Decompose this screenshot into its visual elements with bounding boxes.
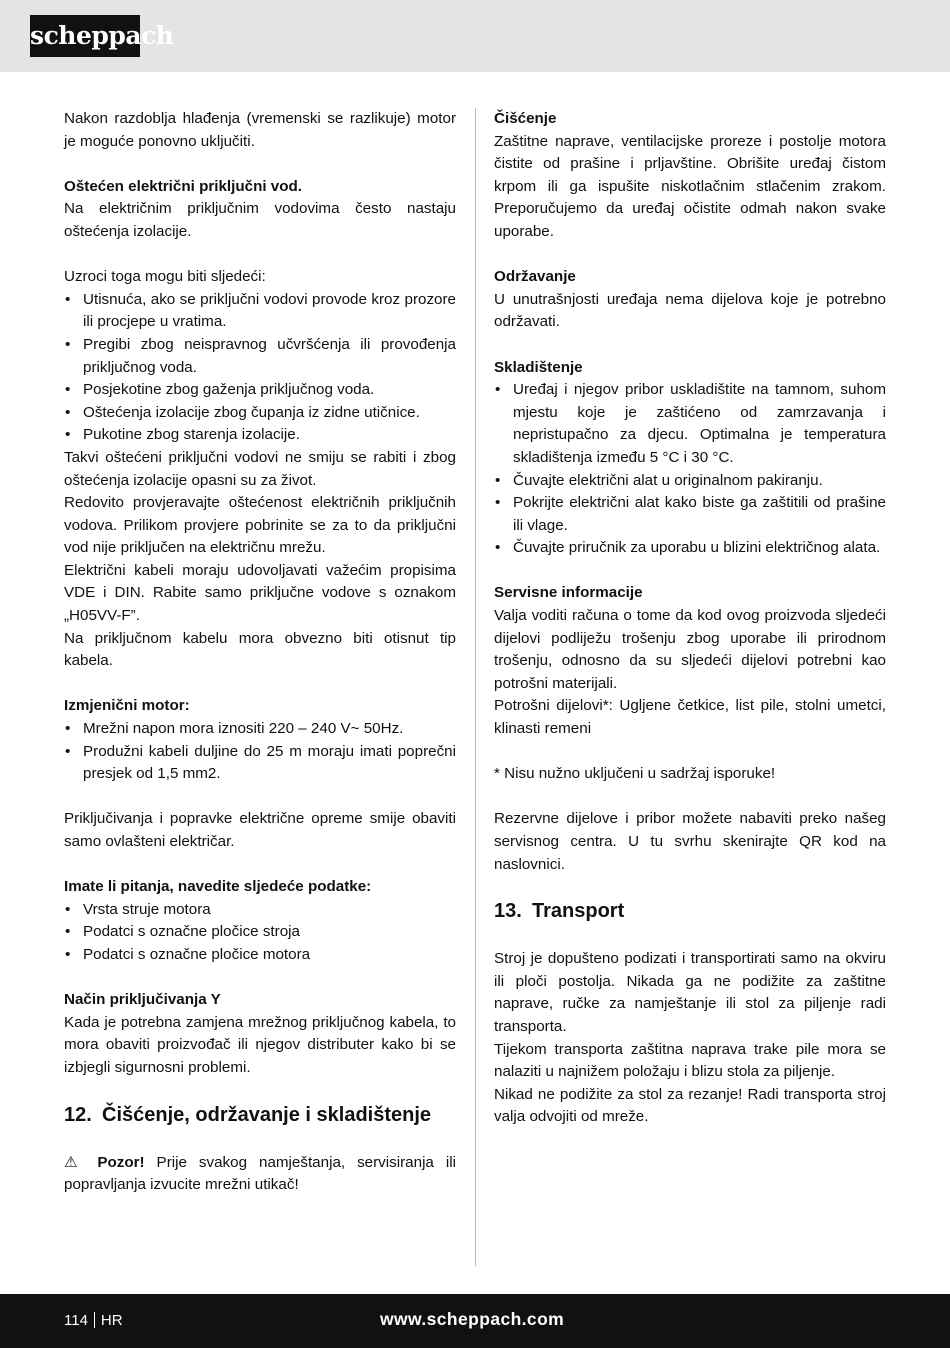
list-item: • Pregibi zbog neispravnog učvršćenja ili provođenja priključnog voda. (64, 334, 456, 379)
questions-heading: Imate li pitanja, navedite sljedeće podatke: (64, 878, 372, 896)
transport-paragraph-1: Stroj je dopušteno podizati i transportirati samo na okviru ili ploči postolja. Nikada ga ne podižite za zaštitne naprave, ručke za namještanje ili stol za piljenje radi transporta. (494, 950, 886, 1035)
cooling-paragraph: Nakon razdoblja hlađenja (vremenski se razlikuje) motor je moguće ponovno uključiti. (64, 110, 456, 150)
language-code: HR (100, 1312, 123, 1329)
warning-label: Pozor! (97, 1153, 145, 1171)
ac-motor-list (64, 718, 456, 786)
column-divider (475, 108, 476, 1266)
warning-text: Prije svakog namještanja, servisiranja ili popravljanja izvucite mrežni utikač! (64, 1153, 456, 1194)
y-connection-heading: Način priključivanja Y (64, 991, 221, 1009)
section-title: Čišćenje, održavanje i skladištenje (102, 1103, 432, 1126)
section-number: 12. (64, 1103, 92, 1126)
list-item: • Podatci s označne pločice motora (64, 944, 456, 967)
damaged-cable-heading: Oštećen električni priključni vod. (64, 177, 303, 195)
storage-list (494, 379, 886, 560)
section-title: Transport (532, 900, 625, 923)
footnote: * Nisu nužno uključeni u sadržaj isporuke! (494, 765, 776, 783)
section-12-heading (64, 1100, 456, 1130)
left-column (64, 108, 456, 1197)
list-item: • Produžni kabeli duljine do 25 m moraju imati poprečni presjek od 1,5 mm2. (64, 741, 456, 786)
causes-intro: Uzroci toga mogu biti sljedeći: (64, 268, 266, 286)
page-footer (0, 1294, 950, 1348)
list-item: • Podatci s označne pločice stroja (64, 921, 456, 944)
list-item: • Oštećenja izolacije zbog čupanja iz zidne utičnice. (64, 402, 456, 425)
list-item: • Pokrijte električni alat kako biste ga zaštitili od prašine ili vlage. (494, 492, 886, 537)
service-text: Valja voditi računa o tome da kod ovog proizvoda sljedeći dijelovi podliježu trošenju zbog uporabe ili prirodnom trošenju, odnosno da su sljedeći dijelovi potrebni kao potrošni materijali. (494, 607, 886, 692)
causes-list (64, 289, 456, 447)
list-item: • Čuvajte električni alat u originalnom pakiranju. (494, 470, 886, 493)
cables-paragraph: Električni kabeli moraju udovoljavati važećim propisima VDE i DIN. Rabite samo priključne vodove s oznakom „H05VV-F”. (64, 561, 456, 625)
cleaning-text: Zaštitne naprave, ventilacijske proreze i postolje motora čistite od prašine i prljavštine. Obrišite uređaj čistom krpom ili ga ispušite niskotlačnim stlačenim zrakom. Preporučujemo da uređaj očistite odmah nakon svake uporabe. (494, 132, 886, 240)
list-item: • Vrsta struje motora (64, 899, 456, 922)
transport-paragraph-3: Nikad ne podižite za stol za rezanje! Radi transporta stroj valja odvojiti od mreže. (494, 1085, 886, 1126)
maintenance-text: U unutrašnjosti uređaja nema dijelova koje je potrebno održavati. (494, 290, 886, 331)
scheppach-logo: scheppach (30, 15, 140, 57)
storage-heading: Skladištenje (494, 358, 583, 376)
danger-paragraph: Takvi oštećeni priključni vodovi ne smiju se rabiti i zbog oštećenja izolacije opasni su za život. (64, 448, 456, 489)
warning-paragraph (64, 1152, 456, 1197)
list-item: • Mrežni napon mora iznositi 220 – 240 V~ 50Hz. (64, 718, 456, 741)
right-column (494, 108, 886, 1129)
ac-motor-heading: Izmjenični motor: (64, 697, 190, 715)
questions-list (64, 899, 456, 967)
consumables-text: Potrošni dijelovi*: Ugljene četkice, list pile, stolni umetci, klinasti remeni (494, 697, 886, 738)
page-number: 114 (64, 1312, 88, 1329)
cleaning-heading: Čišćenje (494, 110, 557, 127)
page-indicator (64, 1310, 123, 1332)
separator (94, 1312, 95, 1328)
service-heading: Servisne informacije (494, 584, 643, 602)
section-number: 13. (494, 900, 522, 923)
transport-paragraph-2: Tijekom transporta zaštitna naprava trake pile mora se nalaziti u najnižem položaju i blizu stola za piljenje. (494, 1040, 886, 1081)
list-item: • Čuvajte priručnik za uporabu u blizini električnog alata. (494, 537, 886, 560)
check-paragraph: Redovito provjeravajte oštećenost električnih priključnih vodova. Prilikom provjere pobrinite se za to da priključni vod nije priključen na električnu mrežu. (64, 494, 456, 557)
maintenance-heading: Održavanje (494, 268, 576, 286)
warning-triangle-icon: ⚠ (64, 1153, 86, 1171)
website-link[interactable]: www.scheppach.com (380, 1309, 565, 1329)
list-item: • Pukotine zbog starenja izolacije. (64, 424, 456, 447)
section-13-heading (494, 896, 886, 926)
electrician-paragraph: Priključivanja i popravke električne opreme smije obaviti samo ovlašteni električar. (64, 810, 456, 850)
list-item: • Utisnuća, ako se priključni vodovi provode kroz prozore ili procjepe u vratima. (64, 289, 456, 334)
damaged-cable-text: Na električnim priključnim vodovima često nastaju oštećenja izolacije. (64, 200, 456, 240)
spare-parts-text: Rezervne dijelove i pribor možete nabaviti preko našeg servisnog centra. U tu svrhu skenirajte QR kod na naslovnici. (494, 810, 886, 873)
list-item: • Uređaj i njegov pribor uskladištite na tamnom, suhom mjestu koje je zaštićeno od zamrzavanja i nepristupačno za djecu. Optimalna je temperatura skladištenja između 5 °C i 30 °C. (494, 379, 886, 469)
y-connection-text: Kada je potrebna zamjena mrežnog priključnog kabela, to mora obaviti proizvođač ili njegov distributer kako bi se izbjegli sigurnosni problemi. (64, 1013, 456, 1076)
list-item: • Posjekotine zbog gaženja priključnog voda. (64, 379, 456, 402)
page-header (0, 0, 950, 72)
cable-type-paragraph: Na priključnom kabelu mora obvezno biti otisnut tip kabela. (64, 629, 456, 670)
